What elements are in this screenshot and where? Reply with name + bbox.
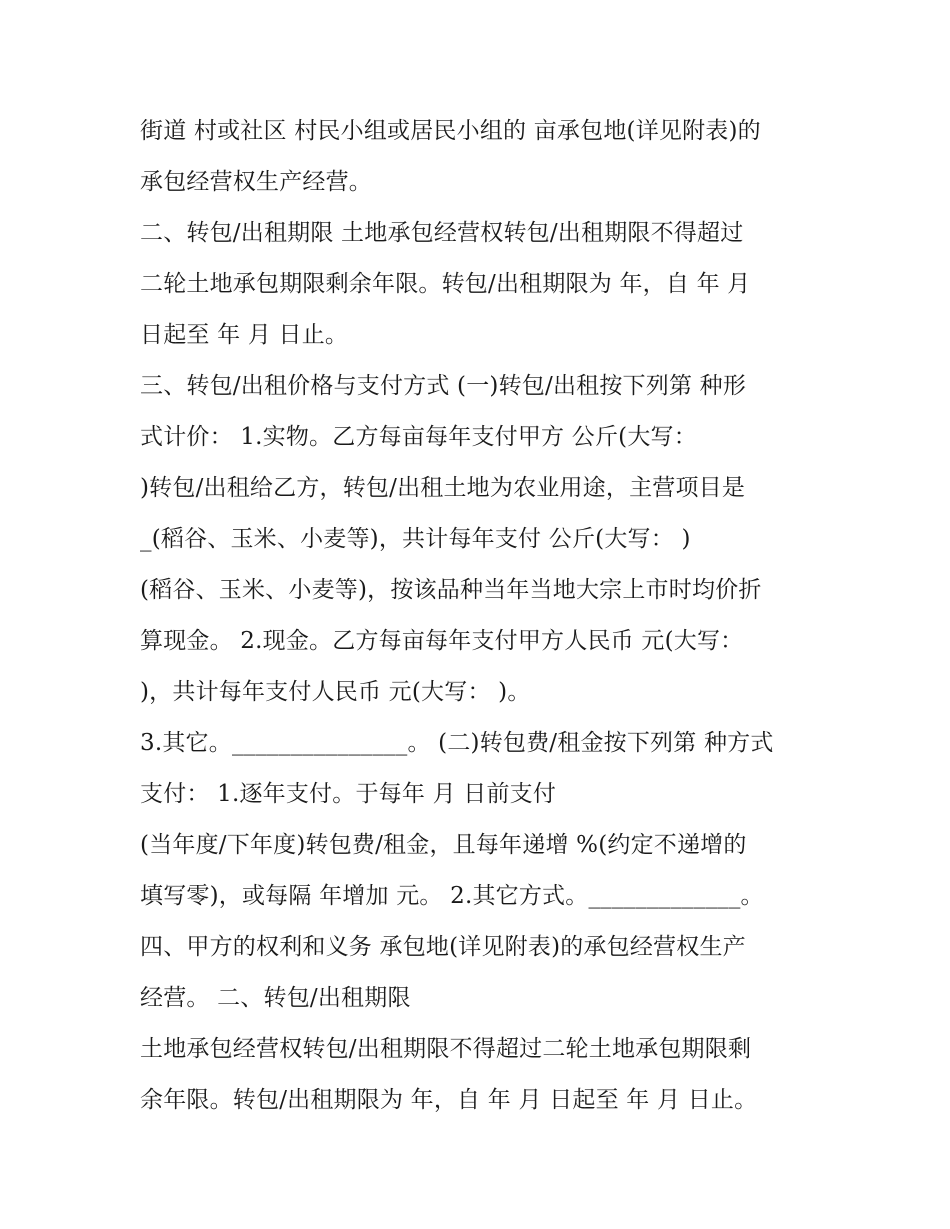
text-line: 土地承包经营权转包/出租期限不得超过二轮土地承包期限剩 [140,1036,752,1062]
text-line: )，共计每年支付人民币 元(大写： )。 [140,679,531,705]
text-line: 3.其它。_______________。 (二)转包费/租金按下列第 种方式 [140,730,774,756]
text-line: 余年限。转包/出租期限为 年，自 年 月 日起至 年 月 日止。 [140,1087,758,1113]
text-line: (稻谷、玉米、小麦等)，按该品种当年当地大宗上市时均价折 [140,577,762,603]
text-line: _(稻谷、玉米、小麦等)，共计每年支付 公斤(大写： ) [140,526,691,552]
text-line: 二轮土地承包期限剩余年限。转包/出租期限为 年，自 年 月 [140,271,751,297]
text-line: 日起至 年 月 日止。 [140,322,349,348]
text-line: 算现金。 2.现金。乙方每亩每年支付甲方人民币 元(大写： [140,628,744,654]
text-line: 四、甲方的权利和义务 承包地(详见附表)的承包经营权生产 [140,934,746,960]
text-line: 支付： 1.逐年支付。于每年 月 日前支付 [140,781,557,807]
text-line: 式计价： 1.实物。乙方每亩每年支付甲方 公斤(大写： [140,424,697,450]
text-line: 经营。 二、转包/出租期限 [140,985,411,1011]
text-line: )转包/出租给乙方，转包/出租土地为农业用途，主营项目是 [140,475,746,501]
text-line: (当年度/下年度)转包费/租金，且每年递增 %(约定不递增的 [140,832,747,858]
text-line: 承包经营权生产经营。 [140,169,372,195]
text-line: 街道 村或社区 村民小组或居民小组的 亩承包地(详见附表)的 [140,118,761,144]
document-body [140,106,820,1126]
text-line: 填写零)，或每隔 年增加 元。 2.其它方式。_____________。 [140,883,764,909]
text-line: 二、转包/出租期限 土地承包经营权转包/出租期限不得超过 [140,220,744,246]
text-line: 三、转包/出租价格与支付方式 (一)转包/出租按下列第 种形 [140,373,747,399]
